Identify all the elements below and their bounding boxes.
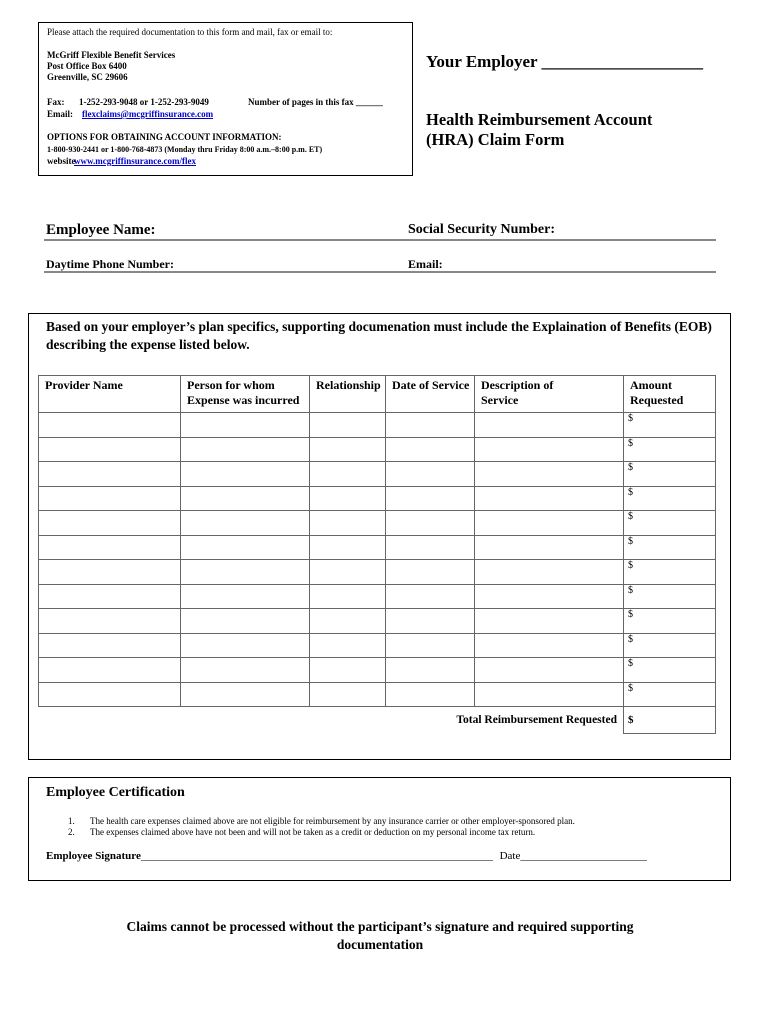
table-cell[interactable] [475,584,624,609]
column-header [181,376,310,413]
table-row [39,437,716,462]
table-cell[interactable] [310,584,386,609]
address-line-2: Greenville, SC 29606 [47,72,128,82]
table-cell[interactable] [39,682,181,707]
table-cell[interactable] [39,462,181,487]
table-cell[interactable] [39,535,181,560]
table-cell[interactable] [181,535,310,560]
table-cell[interactable] [386,584,475,609]
table-cell[interactable] [475,609,624,634]
date-line[interactable]: _______________________ [520,850,647,862]
signature-row [46,850,647,862]
phone-email-line[interactable] [44,271,716,273]
amount-cell[interactable]: $ [624,511,716,536]
cert-item-1-number: 1. [68,816,75,826]
cert-item-2-number: 2. [68,827,75,837]
signature-line[interactable]: ________________________________________________________________ [140,850,493,862]
email-link[interactable]: flexclaims@mcgriffinsurance.com [82,109,214,119]
amount-cell[interactable]: $ [624,633,716,658]
amount-cell[interactable]: $ [624,658,716,683]
column-header-line-1: Description of [481,378,554,392]
amount-cell[interactable]: $ [624,584,716,609]
column-header-line-2: Requested [630,393,684,407]
table-cell[interactable] [386,535,475,560]
table-row [39,462,716,487]
mailing-intro: Please attach the required documentation to this form and mail, fax or email to: [47,27,333,37]
total-label: Total Reimbursement Requested [456,714,617,727]
table-cell[interactable] [386,658,475,683]
footer-line-1: Claims cannot be processed without the participant’s signature and required supporting [126,919,634,934]
table-cell[interactable] [39,560,181,585]
date-label: Date [499,850,521,862]
options-heading: OPTIONS FOR OBTAINING ACCOUNT INFORMATION: [47,132,282,142]
certification-title: Employee Certification [46,785,185,800]
amount-cell[interactable]: $ [624,609,716,634]
column-header-line-1: Provider Name [45,378,123,392]
table-row [39,609,716,634]
column-header-line-2: Service [481,393,519,407]
table-cell[interactable] [310,535,386,560]
website-label: website [47,156,76,166]
table-row [39,413,716,438]
column-header [386,376,475,413]
table-cell[interactable] [386,462,475,487]
signature-label: Employee Signature [46,850,141,862]
table-cell[interactable] [39,609,181,634]
form-title-line-1: Health Reimbursement Account [426,110,653,129]
column-header [624,376,716,413]
table-cell[interactable] [181,658,310,683]
table-cell[interactable] [181,560,310,585]
table-cell[interactable] [386,413,475,438]
amount-cell[interactable]: $ [624,486,716,511]
table-cell[interactable] [310,437,386,462]
table-cell[interactable] [475,658,624,683]
daytime-phone-label: Daytime Phone Number: [46,257,174,271]
amount-cell[interactable]: $ [624,535,716,560]
column-header-line-2: Expense was incurred [187,393,300,407]
table-cell[interactable] [181,584,310,609]
column-header-line-1: Date of Service [392,378,470,392]
table-cell[interactable] [181,413,310,438]
table-cell[interactable] [386,437,475,462]
table-cell[interactable] [475,682,624,707]
claims-table [38,375,716,734]
address-line-1: Post Office Box 6400 [47,61,127,71]
table-cell[interactable] [181,511,310,536]
email-label: Email: [47,109,73,119]
table-cell[interactable] [181,609,310,634]
table-cell[interactable] [39,658,181,683]
org-name: McGriff Flexible Benefit Services [47,50,176,60]
amount-cell[interactable]: $ [624,462,716,487]
table-cell[interactable] [181,462,310,487]
table-row [39,682,716,707]
table-cell[interactable] [181,682,310,707]
table-cell[interactable] [475,413,624,438]
table-cell[interactable] [475,560,624,585]
eob-instructions: Based on your employer’s plan specifics, supporting documenation must include the Explaination of Benefits (EOB) describing the expense listed below. [46,319,712,352]
table-cell[interactable] [39,584,181,609]
table-cell[interactable] [310,413,386,438]
fax-numbers: 1-252-293-9048 or 1-252-293-9049 [79,97,209,107]
table-cell[interactable] [39,486,181,511]
table-cell[interactable] [475,535,624,560]
table-cell[interactable] [181,486,310,511]
amount-cell[interactable]: $ [624,560,716,585]
table-row [39,658,716,683]
table-cell[interactable] [310,486,386,511]
table-row [39,633,716,658]
column-header [39,376,181,413]
total-amount-cell[interactable]: $ [624,707,716,734]
table-cell[interactable] [386,486,475,511]
claims-header-row [39,376,716,413]
table-cell[interactable] [39,413,181,438]
table-cell[interactable] [386,511,475,536]
table-cell[interactable] [310,633,386,658]
table-cell[interactable] [386,633,475,658]
table-row [39,511,716,536]
mailing-info-box [38,22,413,176]
table-cell[interactable] [310,658,386,683]
table-cell[interactable] [39,511,181,536]
table-cell[interactable] [310,511,386,536]
phone-numbers: 1-800-930-2441 or 1-800-768-4873 (Monday thru Friday 8:00 a.m.–8:00 p.m. ET) [47,145,323,154]
table-cell[interactable] [386,682,475,707]
total-row [39,707,716,734]
table-cell[interactable] [181,437,310,462]
cert-item-2-text: The expenses claimed above have not been and will not be taken as a credit or deduction on my personal income tax return. [90,827,536,837]
table-cell[interactable] [310,560,386,585]
employer-field: Your Employer ___________________ [426,52,704,71]
table-row [39,584,716,609]
fax-label: Fax: [47,97,65,107]
amount-cell[interactable]: $ [624,437,716,462]
table-cell[interactable] [475,437,624,462]
cert-item-1-text: The health care expenses claimed above are not eligible for reimbursement by any insurance carrier or other employer-sponsored plan. [90,816,575,826]
ssn-label: Social Security Number: [408,222,555,237]
table-cell[interactable] [310,682,386,707]
table-cell[interactable] [39,437,181,462]
employee-name-line[interactable] [44,239,716,241]
column-header [475,376,624,413]
table-cell[interactable] [386,560,475,585]
fax-pages-field: Number of pages in this fax ______ [248,97,383,107]
column-header [310,376,386,413]
table-row [39,486,716,511]
table-cell[interactable] [181,633,310,658]
table-cell[interactable] [310,609,386,634]
column-header-line-1: Person for whom [187,378,275,392]
table-cell[interactable] [39,633,181,658]
email-field-label: Email: [408,257,443,271]
form-title [426,110,652,150]
website-link[interactable]: www.mcgriffinsurance.com/flex [74,156,196,166]
table-row [39,560,716,585]
footer-notice [60,918,700,954]
employee-name-label: Employee Name: [46,222,156,238]
column-header-line-1: Amount [630,378,673,392]
table-cell[interactable] [475,511,624,536]
amount-cell[interactable]: $ [624,682,716,707]
column-header-line-1: Relationship [316,378,381,392]
amount-cell[interactable]: $ [624,413,716,438]
footer-line-2: documentation [336,937,424,952]
table-cell[interactable] [475,486,624,511]
table-cell[interactable] [386,609,475,634]
table-cell[interactable] [475,633,624,658]
table-cell[interactable] [310,462,386,487]
table-row [39,535,716,560]
table-cell[interactable] [475,462,624,487]
form-title-line-2: (HRA) Claim Form [426,130,565,149]
